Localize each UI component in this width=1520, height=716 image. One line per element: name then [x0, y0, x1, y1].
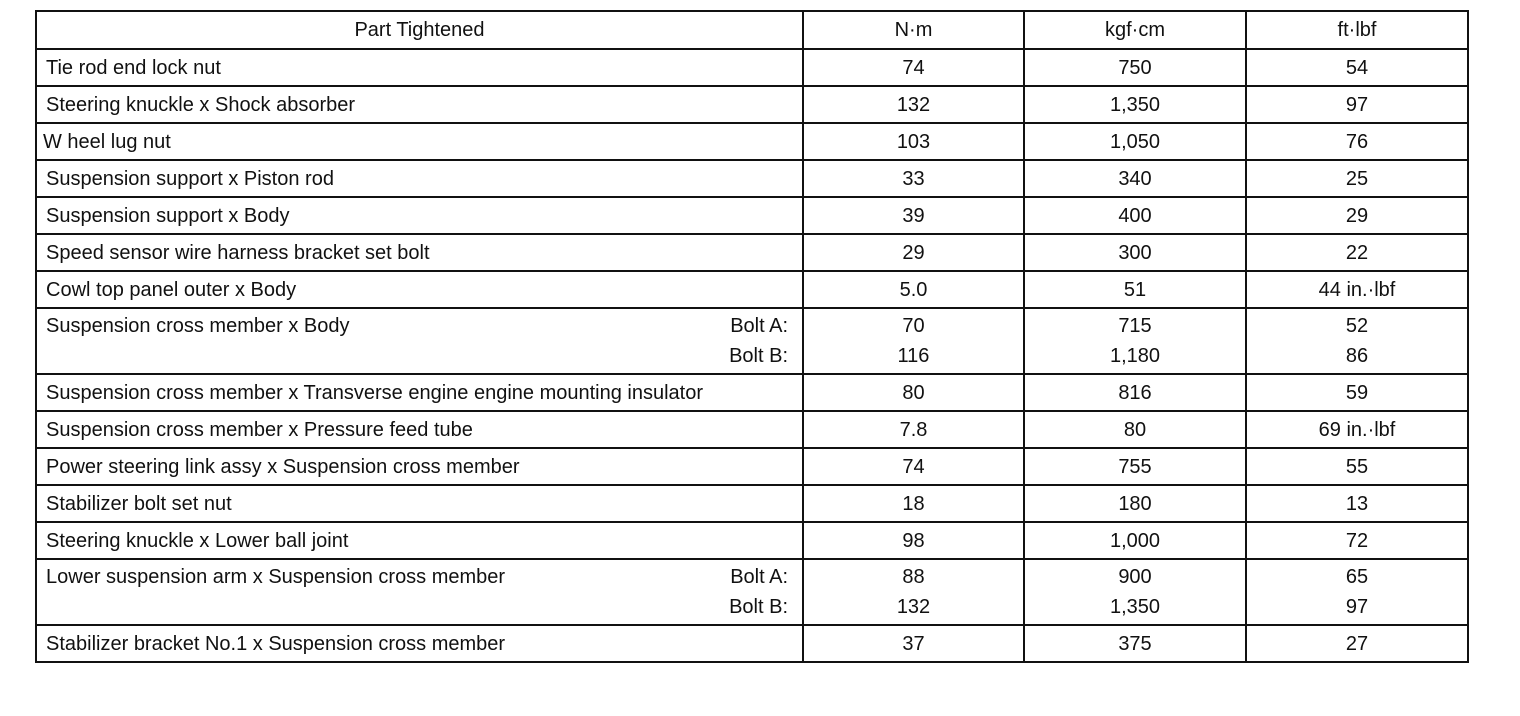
part-cell: Cowl top panel outer x Body [36, 271, 803, 308]
kgfcm-cell: 340 [1024, 160, 1246, 197]
part-cell: Speed sensor wire harness bracket set bolt [36, 234, 803, 271]
table-row [36, 271, 1468, 308]
table-row [36, 448, 1468, 485]
part-cell: Suspension support x Body [36, 197, 803, 234]
ftlbf-cell [1246, 308, 1468, 374]
bolt-a-label: Bolt A: [730, 566, 788, 588]
kgfcm-cell: 1,000 [1024, 522, 1246, 559]
kgfcm-cell: 80 [1024, 411, 1246, 448]
ftlbf-cell [1246, 559, 1468, 625]
kgfcm-bolt-a: 900 [1118, 566, 1152, 588]
nm-cell: 5.0 [803, 271, 1024, 308]
table-row [36, 374, 1468, 411]
part-cell [36, 559, 803, 625]
nm-cell [803, 308, 1024, 374]
nm-cell: 98 [803, 522, 1024, 559]
nm-cell: 74 [803, 448, 1024, 485]
nm-bolt-a: 88 [902, 566, 925, 588]
ftlbf-cell: 97 [1246, 86, 1468, 123]
kgfcm-bolt-b: 1,180 [1109, 345, 1161, 367]
ftlbf-cell: 72 [1246, 522, 1468, 559]
header-ftlbf: ft·lbf [1246, 11, 1468, 49]
ftlbf-cell: 22 [1246, 234, 1468, 271]
nm-cell: 103 [803, 123, 1024, 160]
part-cell: Steering knuckle x Lower ball joint [36, 522, 803, 559]
nm-cell: 39 [803, 197, 1024, 234]
bolt-labels [729, 562, 788, 622]
bolt-a-label: Bolt A: [730, 315, 788, 337]
nm-cell: 18 [803, 485, 1024, 522]
kgfcm-cell: 1,350 [1024, 86, 1246, 123]
kgfcm-cell: 755 [1024, 448, 1246, 485]
header-part-tightened: Part Tightened [36, 11, 803, 49]
part-name: Suspension cross member x Body [46, 315, 350, 337]
ftlbf-cell: 76 [1246, 123, 1468, 160]
ftlbf-cell: 13 [1246, 485, 1468, 522]
kgfcm-cell: 180 [1024, 485, 1246, 522]
kgfcm-cell [1024, 308, 1246, 374]
table-row [36, 123, 1468, 160]
table-row [36, 49, 1468, 86]
part-name: Lower suspension arm x Suspension cross member [46, 566, 506, 588]
table-row [36, 234, 1468, 271]
nm-bolt-a: 70 [902, 315, 925, 337]
nm-cell: 7.8 [803, 411, 1024, 448]
kgfcm-cell: 816 [1024, 374, 1246, 411]
kgfcm-cell: 400 [1024, 197, 1246, 234]
part-cell: Stabilizer bracket No.1 x Suspension cross member [36, 625, 803, 662]
header-kgfcm: kgf·cm [1024, 11, 1246, 49]
kgfcm-cell: 300 [1024, 234, 1246, 271]
part-cell: Steering knuckle x Shock absorber [36, 86, 803, 123]
ftlbf-bolt-b: 97 [1345, 596, 1369, 618]
table-row [36, 559, 1468, 625]
ftlbf-cell: 69 in.·lbf [1246, 411, 1468, 448]
ftlbf-cell: 29 [1246, 197, 1468, 234]
ftlbf-bolt-b: 86 [1345, 345, 1369, 367]
ftlbf-bolt-a: 65 [1345, 566, 1369, 588]
ftlbf-cell: 54 [1246, 49, 1468, 86]
table-row [36, 160, 1468, 197]
ftlbf-cell: 27 [1246, 625, 1468, 662]
table-row [36, 625, 1468, 662]
part-cell: Suspension cross member x Pressure feed tube [36, 411, 803, 448]
table-row [36, 485, 1468, 522]
kgfcm-cell: 1,050 [1024, 123, 1246, 160]
part-cell: Suspension support x Piston rod [36, 160, 803, 197]
table-row [36, 86, 1468, 123]
part-cell: W heel lug nut [36, 123, 803, 160]
nm-cell: 74 [803, 49, 1024, 86]
header-nm: N·m [803, 11, 1024, 49]
part-cell: Stabilizer bolt set nut [36, 485, 803, 522]
bolt-b-label: Bolt B: [729, 345, 788, 367]
part-cell: Power steering link assy x Suspension cross member [36, 448, 803, 485]
torque-specification-table [35, 10, 1469, 663]
ftlbf-cell: 59 [1246, 374, 1468, 411]
ftlbf-cell: 25 [1246, 160, 1468, 197]
table-row [36, 522, 1468, 559]
nm-cell [803, 559, 1024, 625]
part-cell [36, 308, 803, 374]
kgfcm-bolt-b: 1,350 [1109, 596, 1161, 618]
table-header-row [36, 11, 1468, 49]
kgfcm-cell: 375 [1024, 625, 1246, 662]
bolt-b-label: Bolt B: [729, 596, 788, 618]
table-row [36, 308, 1468, 374]
kgfcm-cell [1024, 559, 1246, 625]
bolt-labels [729, 311, 788, 371]
kgfcm-cell: 51 [1024, 271, 1246, 308]
table-row [36, 411, 1468, 448]
ftlbf-cell: 44 in.·lbf [1246, 271, 1468, 308]
table-row [36, 197, 1468, 234]
nm-cell: 37 [803, 625, 1024, 662]
ftlbf-cell: 55 [1246, 448, 1468, 485]
ftlbf-bolt-a: 52 [1345, 315, 1369, 337]
part-cell: Suspension cross member x Transverse engine engine mounting insulator [36, 374, 803, 411]
kgfcm-bolt-a: 715 [1118, 315, 1152, 337]
nm-cell: 132 [803, 86, 1024, 123]
nm-cell: 33 [803, 160, 1024, 197]
nm-cell: 29 [803, 234, 1024, 271]
nm-cell: 80 [803, 374, 1024, 411]
nm-bolt-b: 116 [897, 345, 930, 367]
nm-bolt-b: 132 [896, 596, 931, 618]
part-cell: Tie rod end lock nut [36, 49, 803, 86]
kgfcm-cell: 750 [1024, 49, 1246, 86]
